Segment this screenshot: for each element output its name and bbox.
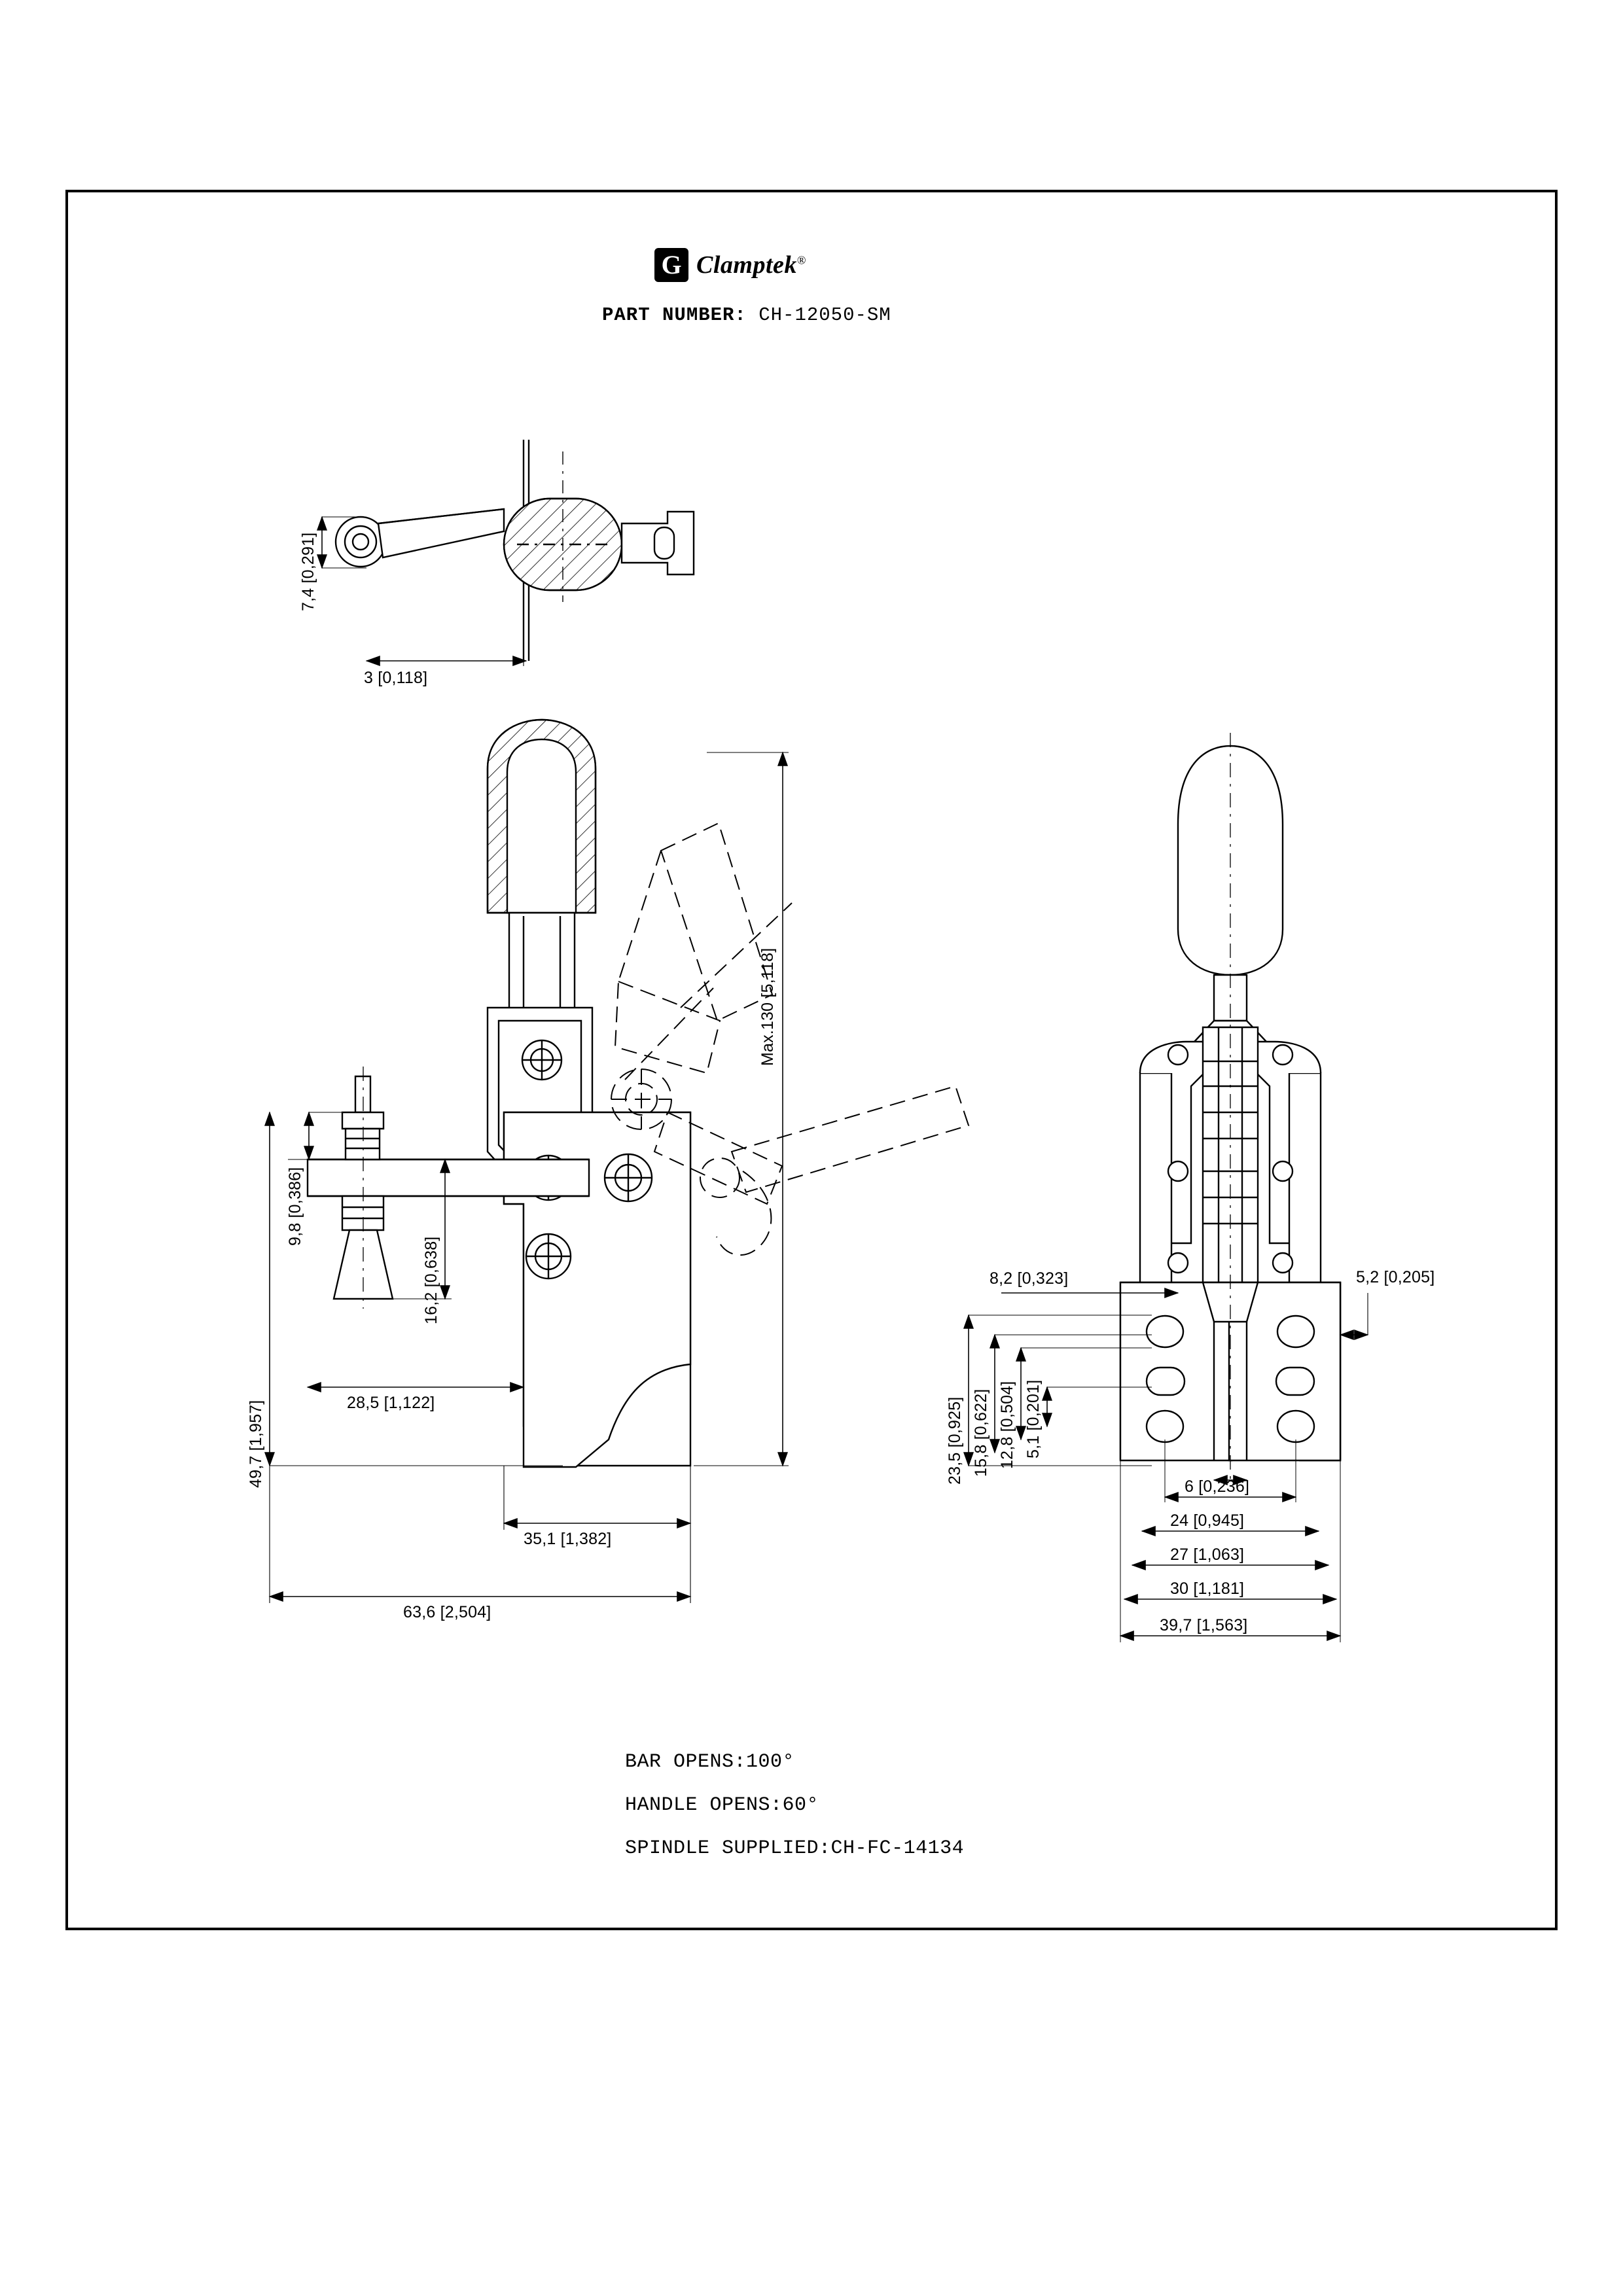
brand-name bbox=[696, 251, 806, 279]
dim-handle-max-height: Max.130 [5,118] bbox=[758, 947, 777, 1066]
dim-base-inner-width: 27 [1,063] bbox=[1170, 1545, 1245, 1564]
drawing-notes bbox=[625, 1740, 964, 1870]
dim-base-depth: 23,5 [0,925] bbox=[946, 1396, 964, 1485]
dim-flange-width: 5,2 [0,205] bbox=[1356, 1268, 1435, 1286]
dim-base-mid-width: 30 [1,181] bbox=[1170, 1580, 1245, 1598]
dim-top-plate: 3 [0,118] bbox=[364, 669, 428, 687]
dim-hole-center-width: 24 [0,945] bbox=[1170, 1511, 1245, 1530]
dim-spindle-offset: 28,5 [1,122] bbox=[347, 1394, 435, 1412]
dim-spindle-height: 9,8 [0,386] bbox=[286, 1167, 304, 1246]
registered-trademark-icon: ® bbox=[796, 253, 807, 267]
dim-overall-height: 49,7 [1,957] bbox=[247, 1400, 265, 1488]
dim-overall-length: 63,6 [2,504] bbox=[403, 1603, 491, 1621]
dim-hole-edge: 5,1 [0,201] bbox=[1024, 1379, 1043, 1458]
note-bar-opens: BAR OPENS:100° bbox=[625, 1751, 795, 1773]
brand-name-text: Clamptek bbox=[696, 251, 797, 279]
part-number-label: PART NUMBER: bbox=[602, 304, 747, 326]
dim-hole-spacing-1: 15,8 [0,622] bbox=[972, 1388, 990, 1477]
dim-bar-height: 16,2 [0,638] bbox=[422, 1236, 440, 1324]
note-spindle-supplied: SPINDLE SUPPLIED:CH-FC-14134 bbox=[625, 1837, 965, 1860]
clamptek-logo-icon: G bbox=[654, 248, 688, 282]
sheet-border bbox=[65, 190, 1558, 1930]
part-number bbox=[602, 304, 891, 326]
dim-pivot-width: 8,2 [0,323] bbox=[990, 1269, 1069, 1288]
dim-top-thickness: 7,4 [0,291] bbox=[299, 532, 317, 611]
dim-base-outer-width: 39,7 [1,563] bbox=[1160, 1616, 1248, 1634]
dim-base-length: 35,1 [1,382] bbox=[524, 1530, 612, 1548]
note-handle-opens: HANDLE OPENS:60° bbox=[625, 1794, 819, 1816]
dim-slot-width: 6 [0,236] bbox=[1185, 1477, 1250, 1496]
dim-hole-spacing-2: 12,8 [0,504] bbox=[998, 1381, 1016, 1469]
part-number-value: CH-12050-SM bbox=[758, 304, 891, 326]
brand-logo bbox=[654, 245, 969, 285]
